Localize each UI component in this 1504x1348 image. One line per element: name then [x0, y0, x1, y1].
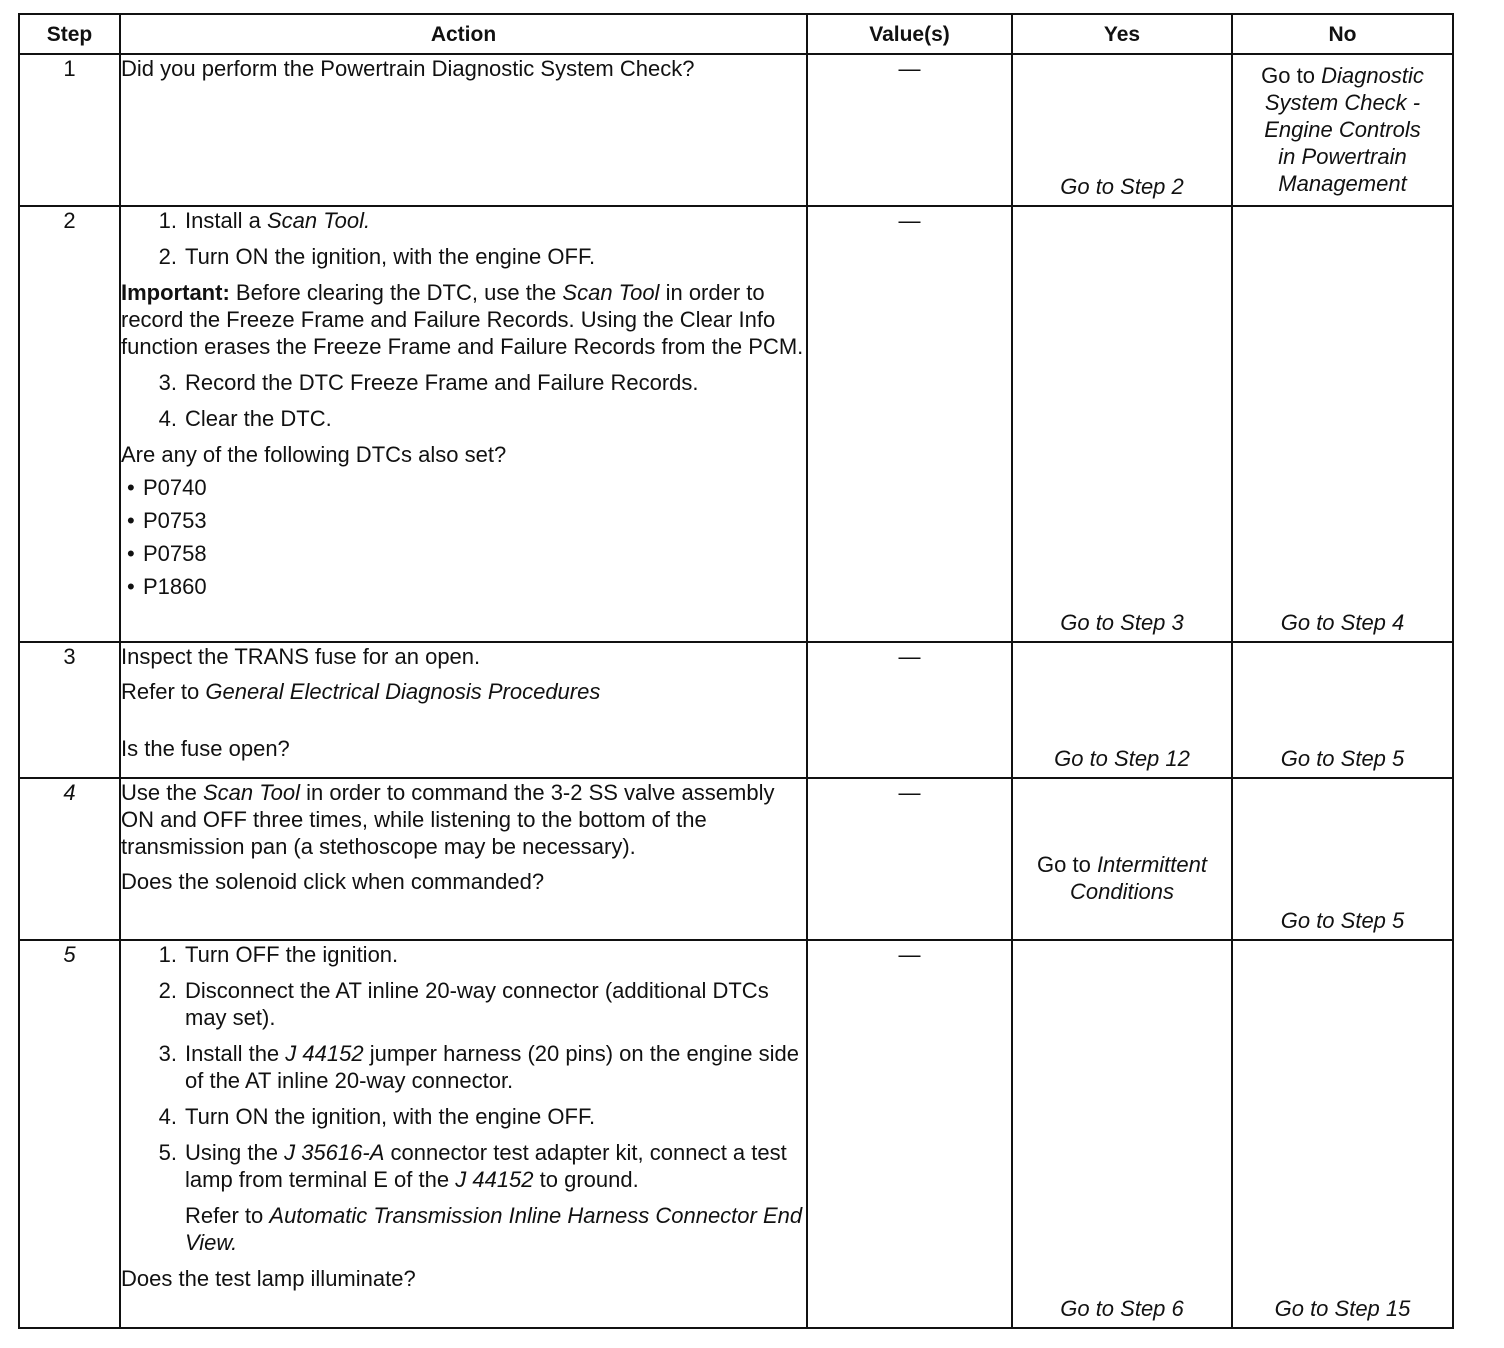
action-cell	[120, 206, 807, 642]
header-step: Step	[19, 14, 120, 54]
table-row	[19, 778, 1453, 940]
important-note: Important: Before clearing the DTC, use the Scan Tool in order to record the Freeze Frame and Failure Records. Using the Clear Info function erases the Freeze Frame and Failure Records from the PCM.	[121, 280, 804, 359]
no-cell	[1232, 642, 1453, 778]
header-yes: Yes	[1012, 14, 1232, 54]
table-row	[19, 206, 1453, 642]
yes-cell	[1012, 940, 1232, 1328]
yes-cell	[1012, 778, 1232, 940]
table-row	[19, 642, 1453, 778]
step-number: 2	[19, 206, 120, 642]
header-action: Action	[120, 14, 807, 54]
yes-goto-link[interactable]: Go to Step 2	[1060, 174, 1184, 199]
header-values: Value(s)	[807, 14, 1012, 54]
yes-cell	[1012, 206, 1232, 642]
no-goto-link[interactable]: Go to Step 5	[1280, 908, 1405, 933]
action-text: Use the Scan Tool in order to command the 3-2 SS valve assembly ON and OFF three times, while listening to the bottom of the transmission pan (a stethoscope may be necessary).	[121, 780, 775, 859]
action-text: Did you perform the Powertrain Diagnostic System Check?	[121, 56, 695, 81]
yes-goto-link[interactable]: Go to Step 12	[1054, 746, 1190, 771]
dtc-item: • P1860	[121, 573, 806, 600]
list-item: 5. Using the J 35616-A connector test adapter kit, connect a test lamp from terminal E of the J 44152 to ground.	[158, 1140, 787, 1192]
value-cell: —	[807, 778, 1012, 940]
procedure-list	[121, 941, 806, 1256]
table-row	[19, 940, 1453, 1328]
table-row	[19, 54, 1453, 206]
question: Are any of the following DTCs also set?	[121, 442, 507, 467]
list-item: 1. Install a Scan Tool.	[158, 208, 371, 233]
list-item: 3. Install the J 44152 jumper harness (20 pins) on the engine side of the AT inline 20-way connector.	[158, 1041, 799, 1093]
procedure-list	[121, 369, 806, 432]
procedure-list	[121, 207, 806, 270]
no-goto-link[interactable]: Go to Step 4	[1280, 610, 1405, 635]
diagnostic-table	[18, 13, 1454, 1329]
step-number: 1	[19, 54, 120, 206]
value-cell: —	[807, 940, 1012, 1328]
list-item: 3. Record the DTC Freeze Frame and Failure Records.	[158, 370, 699, 395]
question: Does the test lamp illuminate?	[121, 1266, 416, 1291]
list-item: 2. Turn ON the ignition, with the engine OFF.	[158, 244, 596, 269]
step-number: 3	[19, 642, 120, 778]
action-cell	[120, 940, 807, 1328]
action-text: Inspect the TRANS fuse for an open.	[121, 644, 481, 669]
step-number: 4	[19, 778, 120, 940]
value-cell: —	[807, 206, 1012, 642]
no-cell	[1232, 778, 1453, 940]
action-cell	[120, 54, 807, 206]
no-goto-link[interactable]: Go to Diagnostic System Check - Engine Controls in Powertrain Management	[1261, 63, 1424, 196]
yes-goto-link[interactable]: Go to Step 6	[1060, 1296, 1184, 1321]
list-item: 4. Turn ON the ignition, with the engine OFF.	[158, 1104, 596, 1129]
header-no: No	[1232, 14, 1453, 54]
question: Is the fuse open?	[121, 736, 290, 761]
question: Does the solenoid click when commanded?	[121, 869, 545, 894]
action-cell	[120, 642, 807, 778]
list-item: Refer to Automatic Transmission Inline Harness Connector End View.	[185, 1203, 803, 1255]
yes-cell	[1012, 642, 1232, 778]
yes-goto-link[interactable]: Go to Intermittent Conditions	[1037, 852, 1207, 904]
refer-link[interactable]: General Electrical Diagnosis Procedures	[205, 679, 601, 704]
value-cell: —	[807, 54, 1012, 206]
dtc-item: • P0753	[121, 507, 806, 534]
dtc-list	[121, 474, 806, 600]
list-item: 4. Clear the DTC.	[158, 406, 332, 431]
no-cell	[1232, 940, 1453, 1328]
header-row	[19, 14, 1453, 54]
no-goto-link[interactable]: Go to Step 15	[1274, 1296, 1411, 1321]
value-cell: —	[807, 642, 1012, 778]
no-cell	[1232, 206, 1453, 642]
dtc-item: • P0740	[121, 474, 806, 501]
action-cell	[120, 778, 807, 940]
list-item: 1. Turn OFF the ignition.	[158, 942, 399, 967]
dtc-item: • P0758	[121, 540, 806, 567]
refer-text: Refer to General Electrical Diagnosis Procedures	[121, 679, 601, 704]
step-number: 5	[19, 940, 120, 1328]
refer-link[interactable]: Automatic Transmission Inline Harness Connector End View.	[185, 1203, 803, 1255]
yes-cell	[1012, 54, 1232, 206]
no-cell	[1232, 54, 1453, 206]
yes-goto-link[interactable]: Go to Step 3	[1060, 610, 1184, 635]
list-item: 2. Disconnect the AT inline 20-way connector (additional DTCs may set).	[158, 978, 769, 1030]
no-goto-link[interactable]: Go to Step 5	[1280, 746, 1405, 771]
